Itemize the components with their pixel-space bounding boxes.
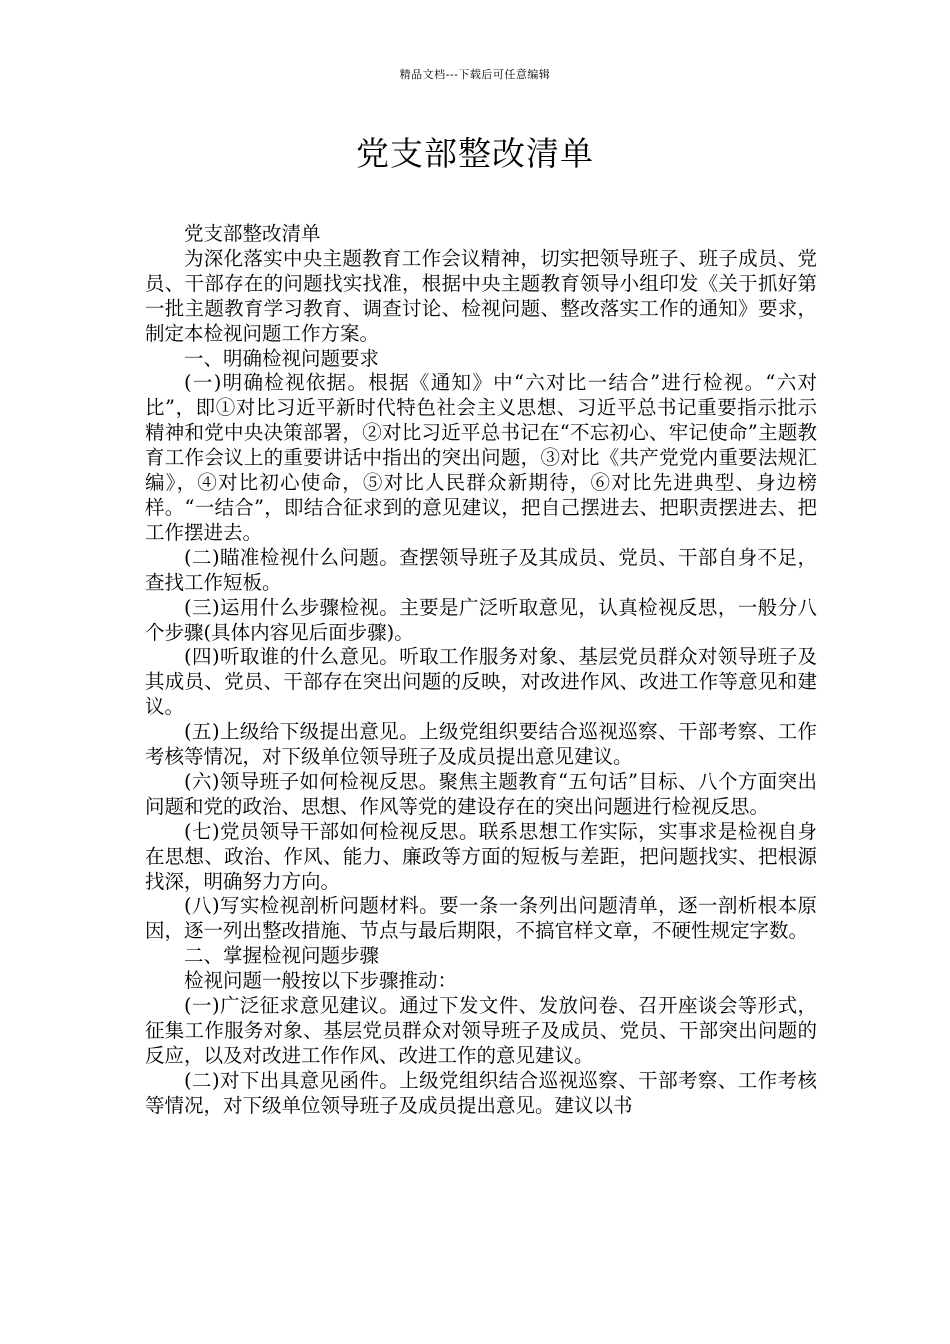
header-note: 精品文档---下载后可任意编辑 xyxy=(399,68,551,81)
paragraph: 为深化落实中央主题教育工作会议精神，切实把领导班子、班子成员、党员、干部存在的问题找实找准，根据中央主题教育领导小组印发《关于抓好第一批主题教育学习教育、调查讨论、检视问题、整改落实工作的通知》要求，制定本检视问题工作方案。 xyxy=(145,246,817,345)
paragraph: (一)广泛征求意见建议。通过下发文件、发放问卷、召开座谈会等形式，征集工作服务对象、基层党员群众对领导班子及成员、党员、干部突出问题的反应，以及对改进工作作风、改进工作的意见建议。 xyxy=(145,994,817,1067)
paragraph: (二)瞄准检视什么问题。查摆领导班子及其成员、党员、干部自身不足，查找工作短板。 xyxy=(145,545,817,594)
paragraph: 党支部整改清单 xyxy=(184,222,321,245)
paragraph: 检视问题一般按以下步骤推动： xyxy=(184,969,458,993)
paragraph: (一)明确检视依据。根据《通知》中“六对比一结合”进行检视。“六对比”，即①对比习近平新时代特色社会主义思想、习近平总书记重要指示批示精神和党中央决策部署，②对比习近平总书记在“不忘初心、牢记使命”主题教育工作会议上的重要讲话中指出的突出问题，③对比《共产党党内重要法规汇编》，④对比初心使命，⑤对比人民群众新期待，⑥对比先进典型、身边榜样。“一结合”，即结合征求到的意见建议，把自己摆进去、把职责摆进去、把工作摆进去。 xyxy=(145,371,817,544)
document-title: 党支部整改清单 xyxy=(356,134,594,173)
paragraph: (四)听取谁的什么意见。听取工作服务对象、基层党员群众对领导班子及其成员、党员、干部存在突出问题的反映，对改进作风、改进工作等意见和建议。 xyxy=(145,645,817,719)
document-body xyxy=(145,222,817,1119)
paragraph: (七)党员领导干部如何检视反思。联系思想工作实际，实事求是检视自身在思想、政治、作风、能力、廉政等方面的短板与差距，把问题找实、把根源找深，明确努力方向。 xyxy=(145,819,817,893)
section-heading: 二、掌握检视问题步骤 xyxy=(184,944,380,968)
paragraph: (三)运用什么步骤检视。主要是广泛听取意见，认真检视反思，一般分八个步骤(具体内容见后面步骤)。 xyxy=(145,595,817,644)
paragraph: (五)上级给下级提出意见。上级党组织要结合巡视巡察、干部考察、工作考核等情况，对下级单位领导班子及成员提出意见建议。 xyxy=(145,720,817,769)
paragraph: (六)领导班子如何检视反思。聚焦主题教育“五句话”目标、八个方面突出问题和党的政治、思想、作风等党的建设存在的突出问题进行检视反思。 xyxy=(145,769,817,818)
section-heading: 一、明确检视问题要求 xyxy=(184,346,380,370)
paragraph: (八)写实检视剖析问题材料。要一条一条列出问题清单，逐一剖析根本原因，逐一列出整改措施、节点与最后期限，不搞官样文章，不硬性规定字数。 xyxy=(145,894,817,943)
paragraph: (二)对下出具意见函件。上级党组织结合巡视巡察、干部考察、工作考核等情况，对下级单位领导班子及成员提出意见。建议以书 xyxy=(145,1068,817,1117)
